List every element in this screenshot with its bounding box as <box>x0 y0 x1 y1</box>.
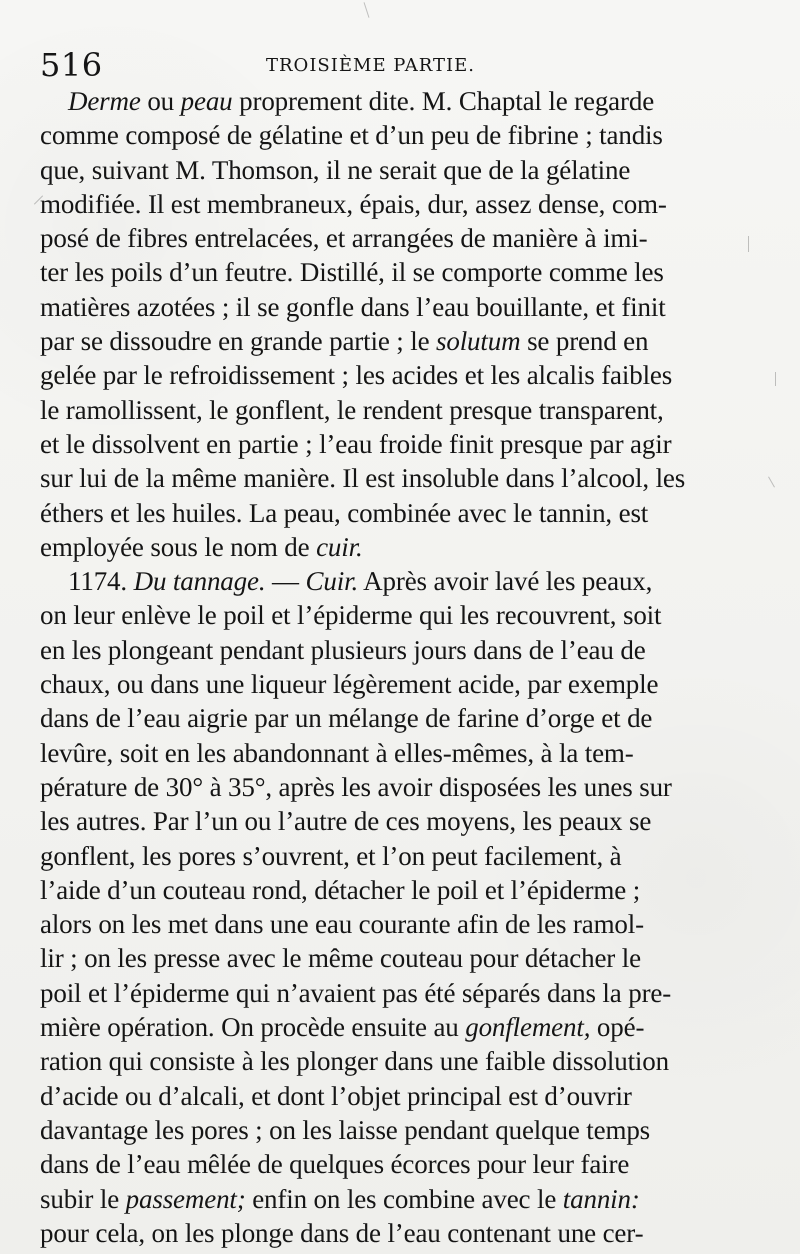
text-segment: Après avoir lavé les peaux, <box>358 566 653 597</box>
running-head: TROISIÈME PARTIE. <box>266 55 475 76</box>
text-line <box>40 1079 715 1113</box>
text-line <box>40 461 715 495</box>
text-segment: d’acide ou d’alcali, et dont l’objet principal est d’ouvrir <box>40 1080 632 1111</box>
italic-text: passement; <box>125 1183 246 1214</box>
text-line <box>40 187 715 221</box>
italic-text: cuir. <box>316 531 363 562</box>
text-segment: ter les poils d’un feutre. Distillé, il se comporte comme les <box>40 257 664 288</box>
page-header <box>40 44 730 84</box>
text-segment: on leur enlève le poil et l’épiderme qui les recouvrent, soit <box>40 600 662 631</box>
text-segment: l’aide d’un couteau rond, détacher le poil et l’épiderme ; <box>40 874 641 905</box>
text-segment: que, suivant M. Thomson, il ne serait que de la gélatine <box>40 154 631 185</box>
italic-text: Du tannage. <box>133 566 266 597</box>
text-line <box>40 736 715 770</box>
text-segment: davantage les pores ; on les laisse pendant quelque temps <box>40 1114 651 1145</box>
text-line <box>40 976 715 1010</box>
text-segment: opé- <box>590 1012 645 1043</box>
text-line <box>40 564 715 598</box>
text-line <box>40 907 715 941</box>
text-line <box>40 1113 715 1147</box>
text-segment: — <box>265 566 306 597</box>
paper-mark <box>748 236 749 252</box>
italic-text: tannin: <box>562 1183 640 1214</box>
text-line <box>40 1182 715 1216</box>
italic-text: Derme <box>68 86 141 116</box>
text-segment: ou <box>140 86 181 116</box>
text-segment: chaux, ou dans une liqueur légèrement acide, par exemple <box>40 669 659 700</box>
text-line <box>40 633 715 667</box>
page-number: 516 <box>40 46 103 84</box>
paper-mark <box>768 477 775 488</box>
text-segment: lir ; on les presse avec le même couteau pour détacher le <box>40 943 641 974</box>
text-segment: ration qui consiste à les plonger dans une faible dissolution <box>40 1046 669 1077</box>
text-line <box>40 118 715 152</box>
text-segment: levûre, soit en les abandonnant à elles-mêmes, à la tem- <box>40 737 634 768</box>
text-line <box>40 770 715 804</box>
text-line <box>40 1216 715 1250</box>
text-line <box>40 358 715 392</box>
text-segment: dans de l’eau aigrie par un mélange de farine d’orge et de <box>40 703 653 734</box>
text-segment: alors on les met dans une eau courante afin de les ramol- <box>40 909 644 940</box>
text-segment: posé de fibres entrelacées, et arrangées de manière à imi- <box>40 223 648 254</box>
text-segment: les autres. Par l’un ou l’autre de ces moyens, les peaux se <box>40 806 652 837</box>
text-segment: enfin on les combine avec le <box>245 1183 563 1214</box>
text-line <box>40 1147 715 1181</box>
italic-text: solutum <box>436 326 521 357</box>
text-body <box>40 84 715 1250</box>
text-segment: pour cela, on les plonge dans de l’eau contenant une cer- <box>40 1217 644 1248</box>
text-segment: comme composé de gélatine et d’un peu de fibrine ; tandis <box>40 120 663 151</box>
text-line <box>40 496 715 530</box>
text-line <box>40 667 715 701</box>
text-segment: matières azotées ; il se gonfle dans l’eau bouillante, et finit <box>40 291 666 322</box>
text-line <box>40 221 715 255</box>
text-line <box>40 839 715 873</box>
text-line <box>40 941 715 975</box>
text-segment: le ramollissent, le gonflent, le rendent presque transparent, <box>40 394 664 425</box>
text-segment: proprement dite. M. Chaptal le regarde <box>232 86 655 116</box>
text-line <box>40 530 715 564</box>
text-line <box>40 873 715 907</box>
text-segment: par se dissoudre en grande partie ; le <box>40 326 436 357</box>
text-segment: poil et l’épiderme qui n’avaient pas été séparés dans la pre- <box>40 977 672 1008</box>
text-line <box>40 324 715 358</box>
text-line <box>40 393 715 427</box>
text-segment: subir le <box>40 1183 126 1214</box>
italic-text: Cuir. <box>305 566 359 597</box>
text-line <box>40 427 715 461</box>
text-line <box>40 701 715 735</box>
text-segment: se prend en <box>520 326 649 357</box>
text-segment: éthers et les huiles. La peau, combinée avec le tannin, est <box>40 497 649 528</box>
text-line <box>40 290 715 324</box>
text-segment: modifiée. Il est membraneux, épais, dur, assez dense, com- <box>40 188 667 219</box>
text-segment: pérature de 30° à 35°, après les avoir disposées les unes sur <box>40 771 672 802</box>
text-line <box>40 804 715 838</box>
text-line <box>40 153 715 187</box>
text-segment: mière opération. On procède ensuite au <box>40 1012 466 1043</box>
text-segment: employée sous le nom de <box>40 531 317 562</box>
text-segment: 1174. <box>68 566 134 597</box>
paper-mark <box>364 2 370 18</box>
paper-mark <box>775 372 776 386</box>
text-line <box>40 1044 715 1078</box>
italic-text: gonflement, <box>465 1012 591 1043</box>
text-line <box>40 1010 715 1044</box>
italic-text: peau <box>180 86 233 116</box>
text-segment: gelée par le refroidissement ; les acides et les alcalis faibles <box>40 360 673 391</box>
text-segment: dans de l’eau mêlée de quelques écorces pour leur faire <box>40 1149 630 1180</box>
text-segment: sur lui de la même manière. Il est insoluble dans l’alcool, les <box>40 463 686 494</box>
text-segment: en les plongeant pendant plusieurs jours dans de l’eau de <box>40 634 646 665</box>
text-line <box>40 84 715 118</box>
text-segment: et le dissolvent en partie ; l’eau froide finit presque par agir <box>40 428 672 459</box>
text-segment: gonflent, les pores s’ouvrent, et l’on peut facilement, à <box>40 840 622 871</box>
text-line <box>40 598 715 632</box>
text-line <box>40 255 715 289</box>
